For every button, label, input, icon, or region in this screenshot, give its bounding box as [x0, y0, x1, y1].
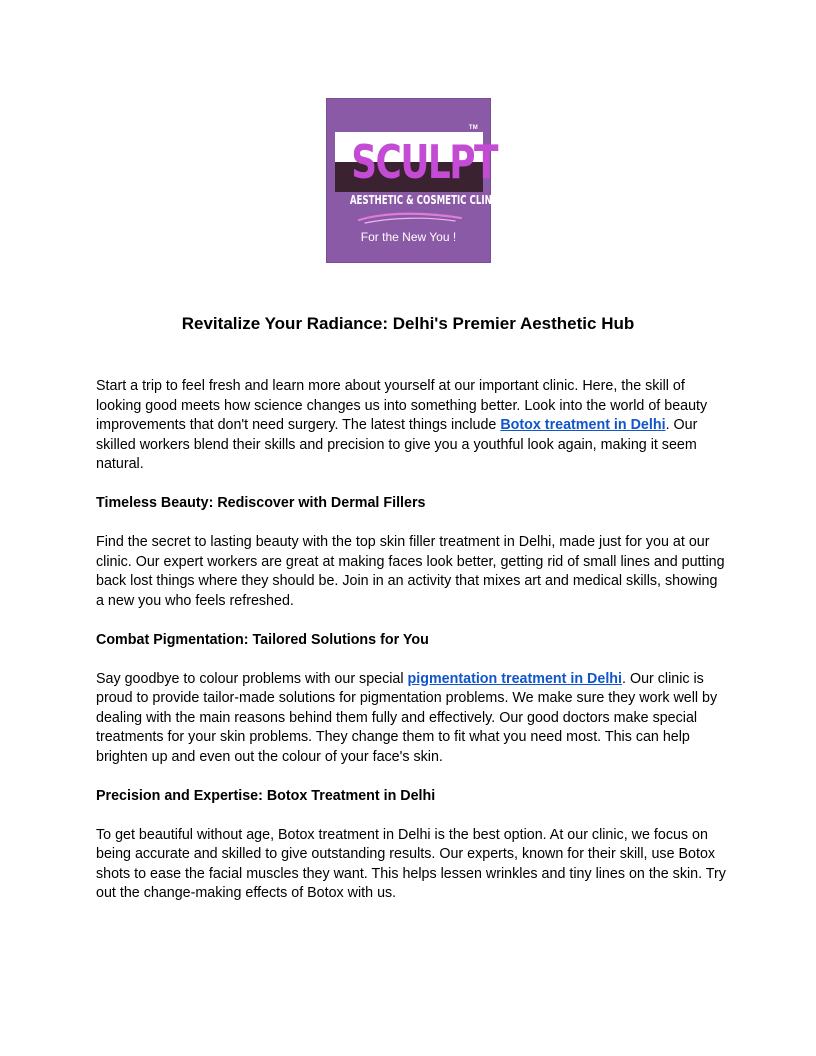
section-heading-pigmentation: Combat Pigmentation: Tailored Solutions for You	[96, 631, 429, 648]
logo-tagline: For the New You !	[360, 230, 457, 244]
pigmentation-treatment-link[interactable]: pigmentation treatment in Delhi	[407, 670, 622, 687]
intro-text-before-link: Start a trip to feel fresh and learn more about yourself at our important clinic. Here, the skill of looking good meets how science changes us into something better. Look into the world of beauty improvements that don't need surgery. The latest things include	[96, 378, 708, 433]
page-title: Revitalize Your Radiance: Delhi's Premier Aesthetic Hub	[181, 314, 635, 333]
article-body	[96, 377, 726, 923]
botox-treatment-link[interactable]: Botox treatment in Delhi	[500, 417, 666, 433]
trademark-mark: TM	[468, 125, 478, 131]
section-heading-dermal-fillers: Timeless Beauty: Rediscover with Dermal Fillers	[96, 495, 426, 511]
section-body-dermal-fillers: Find the secret to lasting beauty with the top skin filler treatment in Delhi, made just for you at our clinic. Our expert workers are great at making faces look better, getting rid of small lines and putting back lost things where they should be. Join in an activity that mixes art and medical skills, showing a new you who feels refreshed.	[96, 534, 725, 609]
intro-paragraph	[96, 377, 726, 475]
section-heading-botox: Precision and Expertise: Botox Treatment in Delhi	[96, 787, 436, 804]
section-body-botox: To get beautiful without age, Botox treatment in Delhi is the best option. At our clinic, we focus on being accurate and skilled to give outstanding results. Our experts, known for their skill, use Botox shots to ease the facial muscles they want. This helps lessen wrinkles and tiny lines on the skin. Try out the change-making effects of Botox with us.	[96, 826, 726, 901]
pigmentation-text-after-link: . Our clinic is proud to provide tailor-made solutions for pigmentation problems. We make sure they work well by dealing with the main reasons behind them fully and effectively. Our good doctors make special treatments for your skin problems. They change them to fit what you need most. This can help brighten up and even out the colour of your face's skin.	[96, 670, 718, 765]
logo-brand-text: SCULPT	[351, 135, 497, 189]
logo-subtitle: AESTHETIC & COSMETIC CLINIC	[349, 193, 502, 207]
logo-swoosh-icon	[355, 211, 465, 225]
section-body-pigmentation	[96, 670, 726, 768]
intro-text-after-link: . Our skilled workers blend their skills and precision to give you a youthful look again, making it seem natural.	[96, 417, 698, 472]
clinic-logo	[326, 98, 502, 263]
pigmentation-text-before-link: Say goodbye to colour problems with our special	[96, 670, 408, 687]
